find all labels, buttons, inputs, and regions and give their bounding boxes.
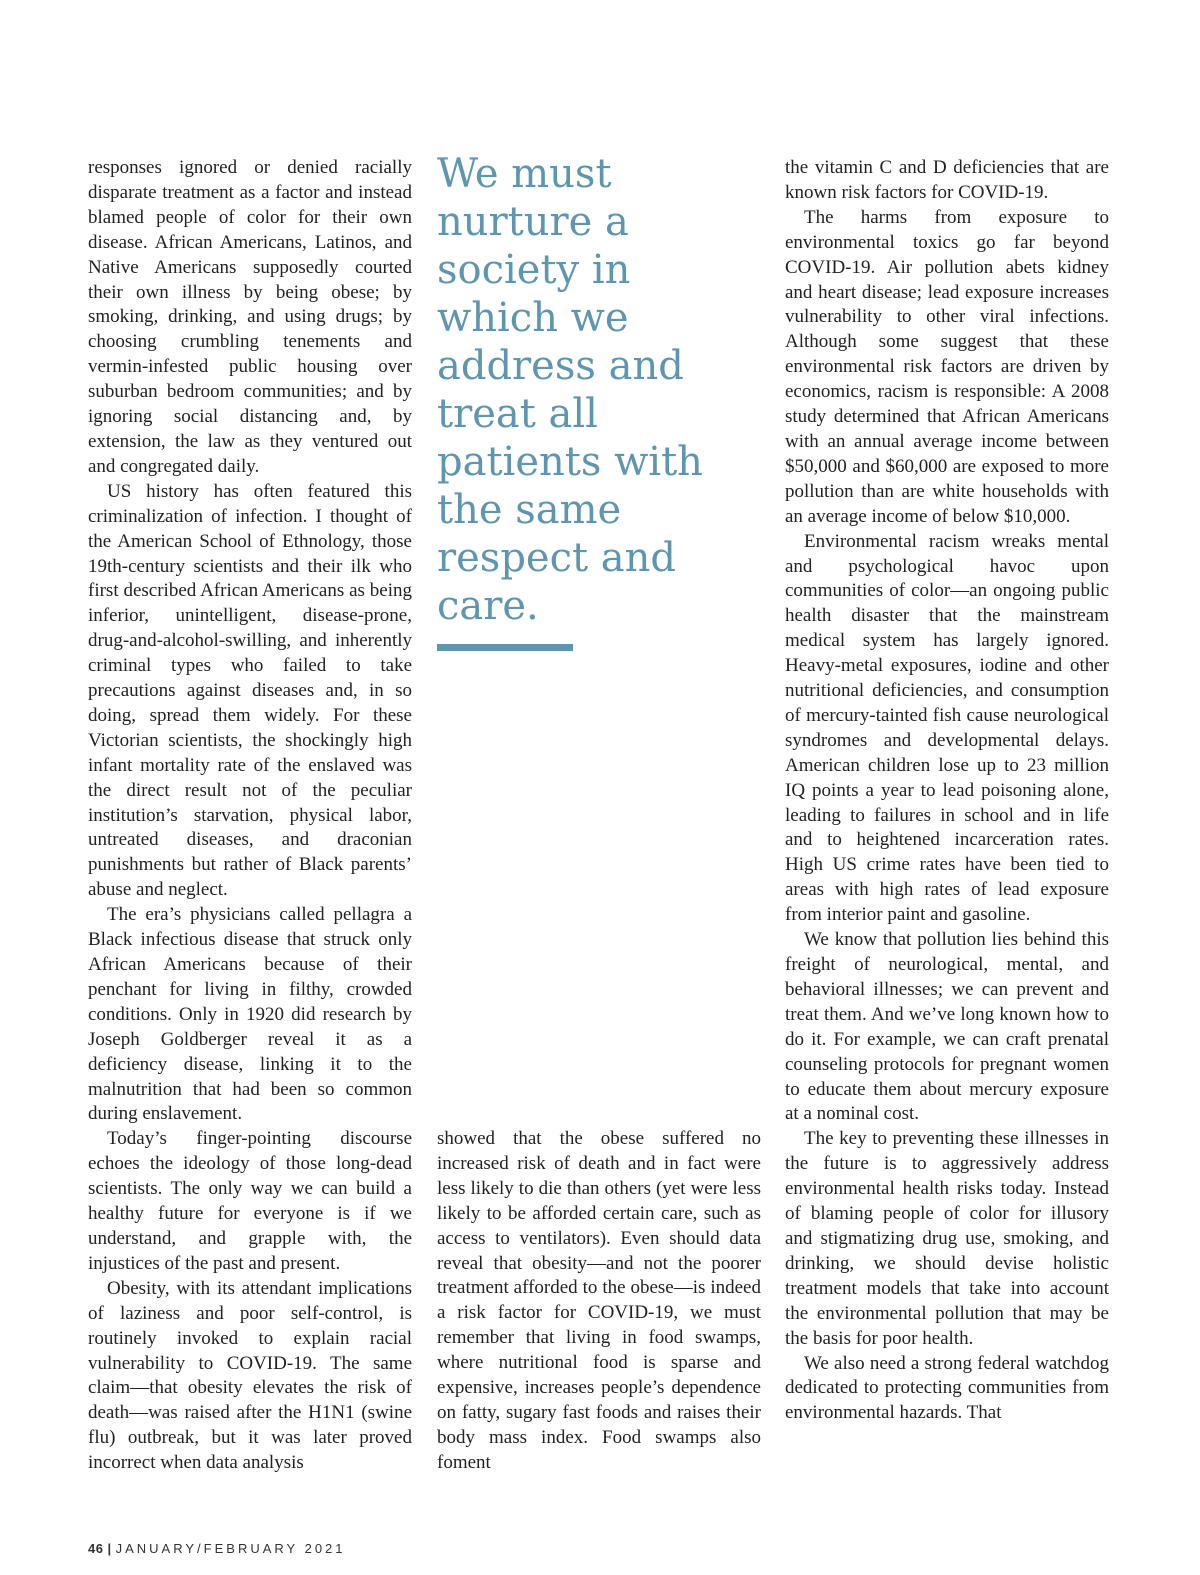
body-paragraph: The era’s physicians called pellagra a Black infectious disease that struck only African Americans because of their penchant for living in filthy, crowded conditions. Only in 1920 did research by Joseph Goldberger reveal it as a deficiency disease, linking it to the malnutrition that had been so common during enslavement. bbox=[88, 904, 412, 1125]
body-paragraph: We also need a strong federal watchdog dedicated to protecting communities from environmental hazards. That bbox=[785, 1352, 1109, 1424]
body-paragraph: The key to preventing these illnesses in the future is to aggressively address environmental health risks today. Instead of blaming people of color for illusory and stigmatizing drug use, smoking, and drinking, we should devise holistic treatment models that take into account the environmental pollution that may be the basis for poor health. bbox=[785, 1128, 1109, 1349]
body-paragraph: Obesity, with its attendant implications of laziness and poor self-control, is routinely invoked to explain racial vulnerability to COVID-19. The same claim—that obesity elevates the risk of death—was raised after the H1N1 (swine flu) outbreak, but it was later proved incorrect when data analysis bbox=[88, 1277, 412, 1474]
issue-date: JANUARY/FEBRUARY 2021 bbox=[115, 1541, 346, 1556]
article-column-2 bbox=[437, 1127, 761, 1476]
page-number: 46 bbox=[88, 1541, 104, 1556]
pull-quote-rule bbox=[437, 644, 573, 651]
article-column-1 bbox=[88, 156, 412, 1476]
page-footer bbox=[88, 1541, 346, 1556]
article-column-3 bbox=[785, 156, 1109, 1426]
pull-quote: We must nurture a society in which we address and treat all patients with the same respect and care. bbox=[437, 151, 703, 629]
body-paragraph: Environmental racism wreaks mental and psychological havoc upon communities of color—an ongoing public health disaster that the mainstream medical system has largely ignored. Heavy-metal exposures, iodine and other nutritional deficiencies, and consumption of mercury-tainted fish cause neurological syndromes and developmental delays. American children lose up to 23 million IQ points a year to lead poisoning alone, leading to failures in school and in life and to heightened incarceration rates. High US crime rates have been tied to areas with high rates of lead exposure from interior paint and gasoline. bbox=[785, 530, 1109, 926]
body-paragraph: We know that pollution lies behind this freight of neurological, mental, and behavioral illnesses; we can prevent and treat them. And we’ve long known how to do it. For example, we can craft prenatal counseling protocols for pregnant women to educate them about mercury exposure at a nominal cost. bbox=[785, 929, 1109, 1125]
body-paragraph: showed that the obese suffered no increased risk of death and in fact were less likely to die than others (yet were less likely to be afforded certain care, such as access to ventilators). Even should data reveal that obesity—and not the poorer treatment afforded to the obese—is indeed a risk factor for COVID-19, we must remember that living in food swamps, where nutritional food is sparse and expensive, increases people’s dependence on fatty, sugary fast foods and raises their body mass index. Food swamps also foment bbox=[437, 1128, 761, 1473]
body-paragraph: US history has often featured this criminalization of infection. I thought of the American School of Ethnology, those 19th-century scientists and their ilk who first described African Americans as being inferior, unintelligent, disease-prone, drug-and-alcohol-swilling, and inherently criminal types who failed to take precautions against diseases and, in so doing, spread them widely. For these Victorian scientists, the shockingly high infant mortality rate of the enslaved was the direct result not of the peculiar institution’s starvation, physical labor, untreated diseases, and draconian punishments but rather of Black parents’ abuse and neglect. bbox=[88, 480, 412, 901]
body-paragraph: Today’s finger-pointing discourse echoes the ideology of those long-dead scientists. The only way we can build a healthy future for everyone is if we understand, and grapple with, the injustices of the past and present. bbox=[88, 1128, 412, 1274]
footer-separator: | bbox=[107, 1541, 112, 1556]
body-paragraph: the vitamin C and D deficiencies that are known risk factors for COVID-19. bbox=[785, 157, 1109, 203]
body-paragraph: responses ignored or denied racially disparate treatment as a factor and instead blamed people of color for their own disease. African Americans, Latinos, and Native Americans supposedly courted their own illness by being obese; by smoking, drinking, and using drugs; by choosing crumbling tenements and vermin-infested public housing over suburban bedroom communities; and by ignoring social distancing and, by extension, the law as they ventured out and congregated daily. bbox=[88, 157, 412, 477]
body-paragraph: The harms from exposure to environmental toxics go far beyond COVID-19. Air pollution abets kidney and heart disease; lead exposure increases vulnerability to other viral infections. Although some suggest that these environmental risk factors are driven by economics, racism is responsible: A 2008 study determined that African Americans with an annual average income between $50,000 and $60,000 are exposed to more pollution than are white households with an average income of below $10,000. bbox=[785, 206, 1109, 527]
